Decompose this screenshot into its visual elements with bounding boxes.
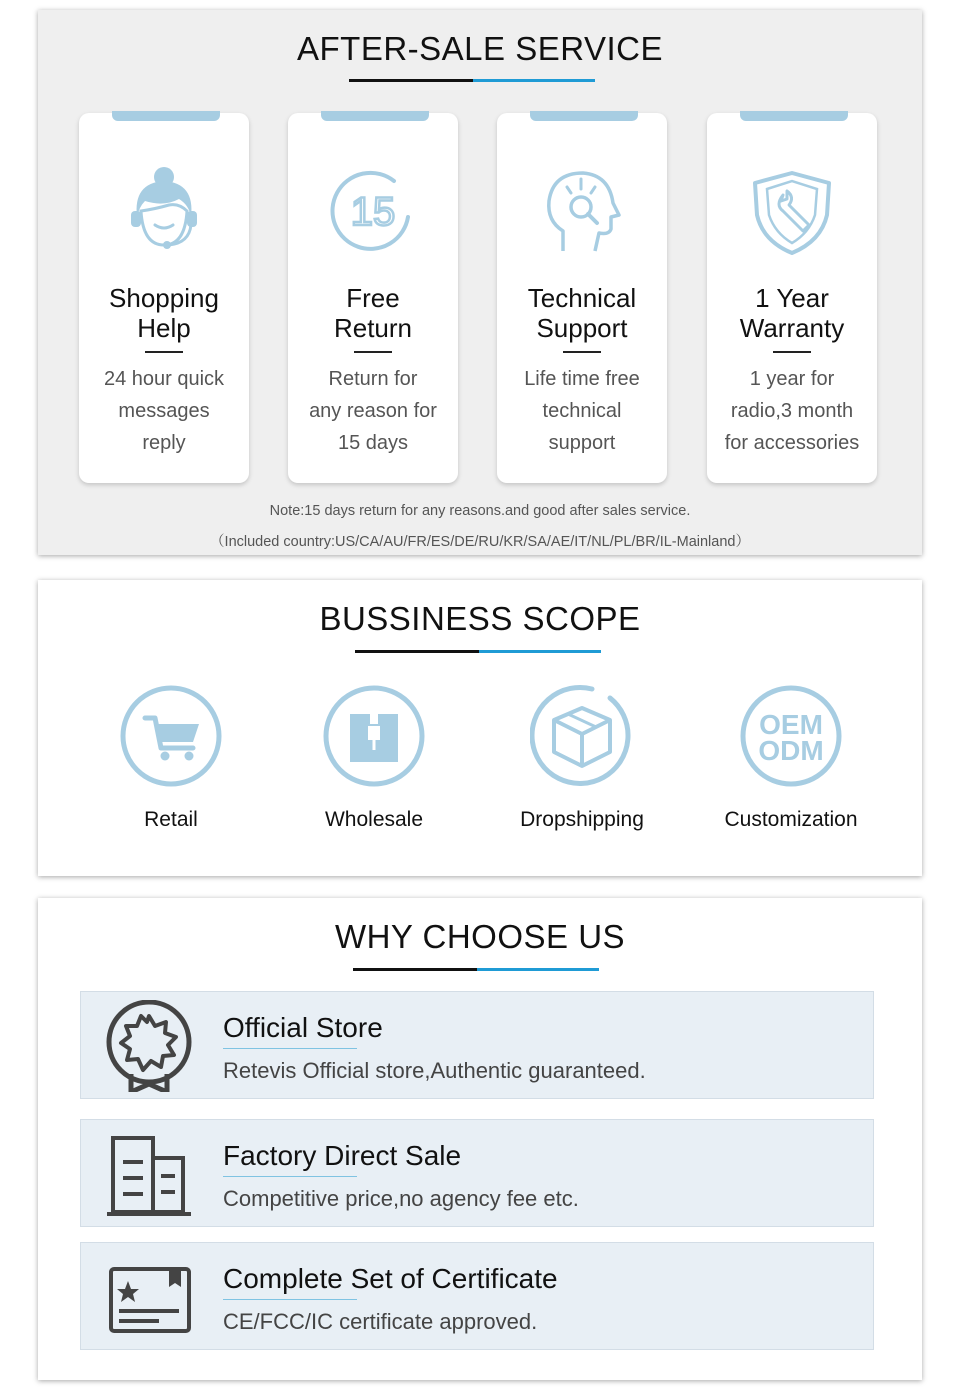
scope-label: Dropshipping — [520, 808, 644, 831]
scope-label: Customization — [724, 808, 858, 831]
after-sale-section — [38, 10, 922, 555]
scope-label: Wholesale — [324, 808, 424, 831]
feature-description: Competitive price,no agency fee etc. — [223, 1186, 579, 1211]
oem-odm-icon — [739, 684, 843, 788]
card-title: Shopping Help — [109, 283, 219, 343]
return-note: Note:15 days return for any reasons.and good after sales service. — [269, 503, 691, 519]
feature-divider — [223, 1299, 357, 1300]
business-scope-section — [38, 580, 922, 876]
why-choose-us-section — [38, 898, 922, 1380]
after-sale-title: AFTER-SALE SERVICE — [297, 30, 663, 67]
feature-divider — [223, 1048, 357, 1049]
after-sale-title-underline — [349, 79, 595, 82]
customer-service-headset-icon — [119, 165, 209, 257]
feature-title: Official Store — [223, 1012, 383, 1043]
feature-description: Retevis Official store,Authentic guaranteed. — [223, 1058, 646, 1083]
feature-description: CE/FCC/IC certificate approved. — [223, 1309, 538, 1334]
why-choose-us-title-underline — [353, 968, 599, 971]
card-title: 1 Year Warranty — [739, 283, 845, 343]
card-divider — [563, 351, 601, 353]
included-countries-note: （Included country:US/CA/AU/FR/ES/DE/RU/KR/SA/AE/IT/NL/PL/BR/IL-Mainland） — [210, 534, 750, 550]
feature-divider — [223, 1176, 357, 1177]
card-description: Return for any reason for 15 days — [309, 368, 437, 454]
free-return-card — [288, 113, 458, 483]
card-divider — [773, 351, 811, 353]
card-description: 24 hour quick messages reply — [103, 368, 225, 454]
card-tab — [740, 111, 848, 121]
feature-factory-direct-sale — [80, 1119, 874, 1227]
card-title: Technical Support — [527, 283, 637, 343]
svg-text:OEM: OEM — [759, 709, 823, 740]
card-tab — [321, 111, 429, 121]
svg-text:15: 15 — [350, 190, 396, 234]
factory-buildings-icon — [103, 1128, 195, 1220]
business-scope-title: BUSSINESS SCOPE — [319, 600, 641, 637]
card-title: Free Return — [333, 283, 413, 343]
business-scope-title-underline — [355, 650, 601, 653]
technical-support-head-icon — [537, 165, 627, 257]
feature-title: Complete Set of Certificate — [223, 1263, 558, 1294]
card-description: 1 year for radio,3 month for accessories — [724, 368, 860, 454]
warranty-shield-wrench-icon — [747, 165, 837, 257]
card-description: Life time free technical support — [524, 368, 640, 454]
technical-support-card — [497, 113, 667, 483]
package-box-icon — [322, 684, 426, 788]
card-tab — [530, 111, 638, 121]
feature-official-store — [80, 991, 874, 1099]
certificate-icon — [103, 1251, 195, 1343]
cube-box-icon — [530, 684, 634, 788]
why-choose-us-title: WHY CHOOSE US — [334, 918, 626, 955]
feature-certificates — [80, 1242, 874, 1350]
card-divider — [145, 351, 183, 353]
scope-label: Retail — [144, 808, 198, 831]
card-divider — [354, 351, 392, 353]
shopping-help-card — [79, 113, 249, 483]
award-badge-icon — [103, 1000, 195, 1092]
svg-text:ODM: ODM — [758, 735, 824, 766]
fifteen-days-return-icon — [328, 165, 418, 257]
warranty-card — [707, 113, 877, 483]
feature-title: Factory Direct Sale — [223, 1140, 462, 1171]
shopping-cart-icon — [119, 684, 223, 788]
card-tab — [112, 111, 220, 121]
